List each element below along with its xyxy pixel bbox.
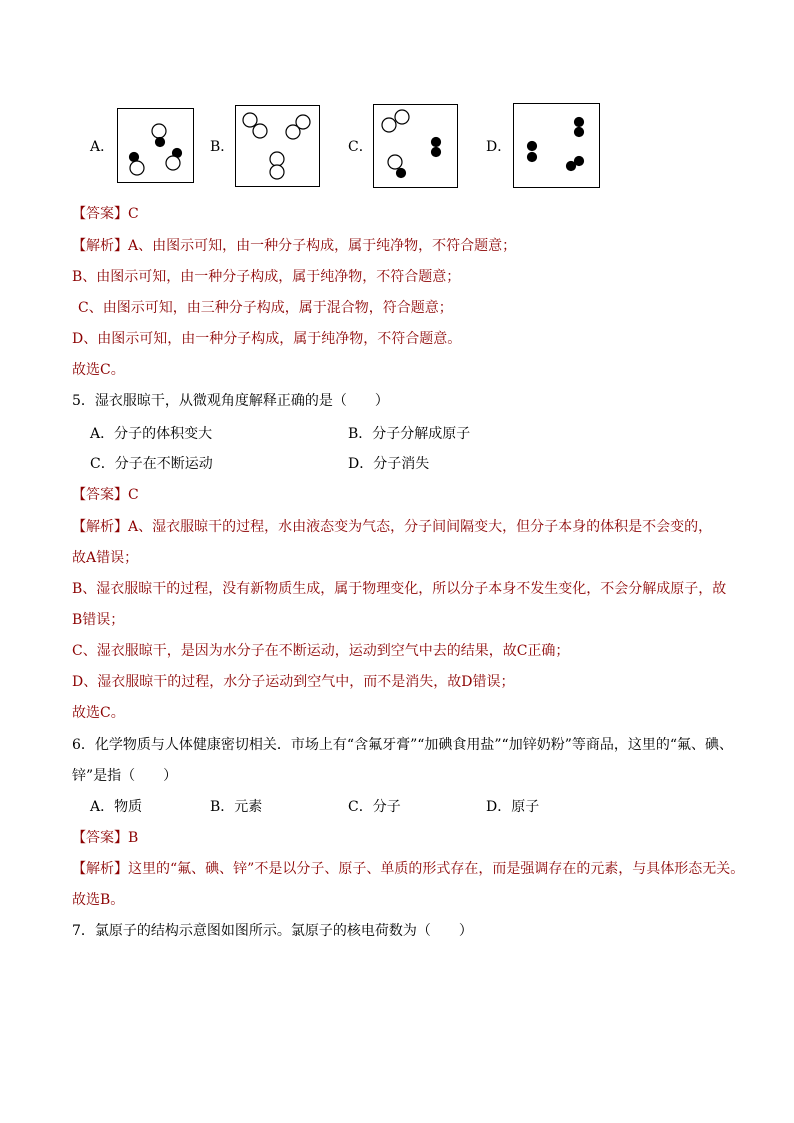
q6-conclusion: 故选B。 [72, 892, 125, 908]
analysis-text: A、湿衣服晾干的过程，水由液态变为气态，分子间间隔变大，但分子本身的体积是不会变的， [128, 519, 713, 535]
figure-box-d [513, 103, 600, 188]
hollow-atom [286, 125, 300, 139]
q5-stem: 5．湿衣服晾干，从微观角度解释正确的是（ ） [72, 393, 389, 409]
filled-atom [156, 138, 165, 147]
figure-box-c [373, 104, 458, 188]
q5-option-c: C．分子在不断运动 [90, 456, 213, 472]
q6-analysis [72, 859, 744, 879]
figure-box-a [117, 108, 194, 183]
molecule-diagram [236, 106, 321, 188]
hollow-atom [130, 161, 144, 175]
filled-atom [567, 162, 576, 171]
hollow-atom [253, 124, 267, 138]
molecule-diagram [374, 105, 459, 189]
q4-analysis-line-1 [72, 236, 516, 256]
q6-option-d: D．原子 [486, 799, 540, 815]
q7-stem: 7．氯原子的结构示意图如图所示。氯原子的核电荷数为（ ） [72, 923, 473, 939]
q5-analysis-line-3: B、湿衣服晾干的过程，没有新物质生成，属于物理变化，所以分子本身不发生变化，不会分解成原子，故 [72, 581, 727, 597]
answer-value: C [128, 487, 139, 503]
analysis-tag: 【解析】 [72, 519, 128, 535]
q6-option-c: C．分子 [348, 799, 401, 815]
filled-atom [575, 118, 584, 127]
q5-analysis-line-6: D、湿衣服晾干的过程，水分子运动到空气中，而不是消失，故D错误； [72, 674, 515, 690]
q4-analysis-line-3: C、由图示可知，由三种分子构成，属于混合物，符合题意； [78, 300, 453, 316]
hollow-atom [270, 165, 284, 179]
filled-atom [528, 142, 537, 151]
filled-atom [397, 169, 406, 178]
q5-option-b: B．分子分解成原子 [348, 426, 471, 442]
q4-conclusion: 故选C。 [72, 362, 125, 378]
filled-atom [130, 153, 139, 162]
q5-conclusion: 故选C。 [72, 705, 125, 721]
q4-analysis-line-4: D、由图示可知，由一种分子构成，属于纯净物，不符合题意。 [72, 331, 462, 347]
analysis-tag: 【解析】 [72, 861, 128, 877]
q4-answer [72, 204, 139, 224]
filled-atom [575, 157, 584, 166]
analysis-text: A、由图示可知，由一种分子构成，属于纯净物，不符合题意； [128, 238, 517, 254]
molecule-diagram [514, 104, 601, 189]
answer-tag: 【答案】 [72, 206, 128, 222]
answer-value: C [128, 206, 139, 222]
analysis-tag: 【解析】 [72, 238, 128, 254]
q6-stem-line-1: 6．化学物质与人体健康密切相关．市场上有“含氟牙膏”“加碘食用盐”“加锌奶粉”等商品，这里的“氟、碘、 [72, 737, 734, 753]
filled-atom [432, 148, 441, 157]
hollow-atom [388, 155, 402, 169]
hollow-atom [395, 110, 409, 124]
hollow-atom [270, 152, 284, 166]
q6-option-b: B．元素 [210, 799, 263, 815]
q6-stem-line-2: 锌”是指（ ） [72, 768, 178, 784]
filled-atom [528, 153, 537, 162]
molecule-diagram [118, 109, 195, 184]
q6-answer [72, 828, 138, 848]
figure-label-b: B． [210, 139, 235, 155]
hollow-atom [382, 118, 396, 132]
figure-label-a: A． [90, 139, 115, 155]
figure-label-d: D． [486, 139, 512, 155]
figure-box-b [235, 105, 320, 187]
hollow-atom [243, 113, 257, 127]
filled-atom [575, 128, 584, 137]
figure-label-c: C． [348, 139, 373, 155]
q5-analysis-line-5: C、湿衣服晾干，是因为水分子在不断运动，运动到空气中去的结果，故C正确； [72, 643, 570, 659]
q5-analysis-line-4: B错误； [72, 612, 125, 628]
answer-value: B [128, 830, 139, 846]
q5-analysis-line-1 [72, 517, 712, 537]
hollow-atom [152, 124, 166, 138]
q6-option-a: A．物质 [90, 799, 143, 815]
analysis-text: 这里的“氟、碘、锌”不是以分子、原子、单质的形式存在，而是强调存在的元素，与具体形态无关。 [128, 861, 745, 877]
q5-option-d: D．分子消失 [348, 456, 430, 472]
hollow-atom [166, 156, 180, 170]
answer-tag: 【答案】 [72, 830, 128, 846]
q5-option-a: A．分子的体积变大 [90, 426, 213, 442]
answer-tag: 【答案】 [72, 487, 128, 503]
filled-atom [432, 138, 441, 147]
q4-analysis-line-2: B、由图示可知，由一种分子构成，属于纯净物，不符合题意； [72, 269, 461, 285]
q5-analysis-line-2: 故A错误； [72, 550, 139, 566]
q5-answer [72, 485, 139, 505]
